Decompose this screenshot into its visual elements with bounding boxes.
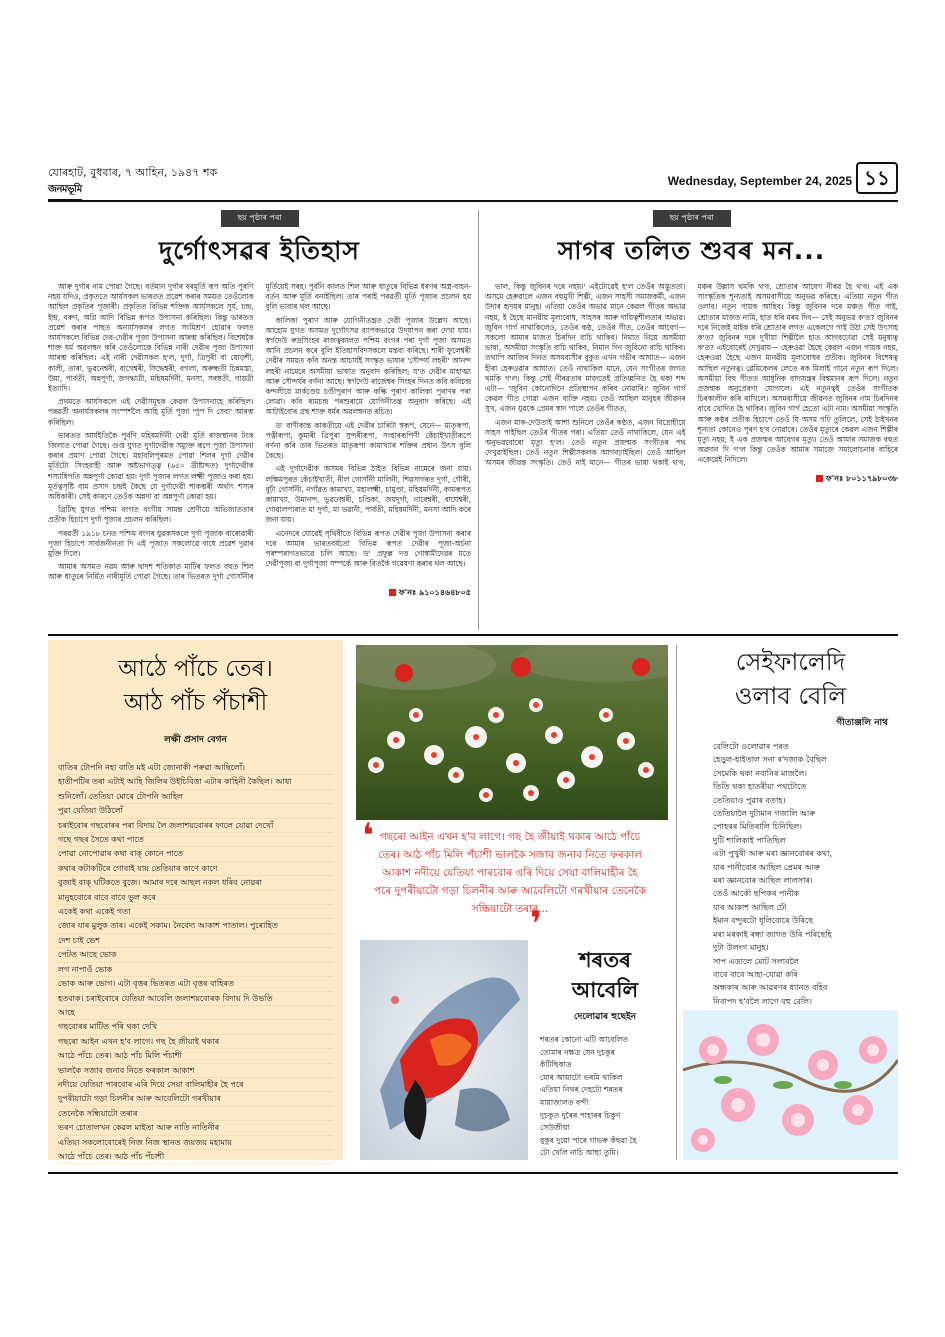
article-paragraph: কালিকা পুৰাণ আৰু যোগিনীতন্ত্ৰত দেৱী পূজাৰ উল্লেখ আছে। আহোম যুগত অসমত দুৰ্গোৎসৱ ব্যাপকভাৱে উদ্‌যাপন কৰা দেখা যায়। স্বৰ্গদেউ ৰুদ্ৰসিংহৰ ৰাজত্বকালত পশ্চিম বংগৰ পৰা দুৰ্গা পূজা অসমত আনি প্ৰচলন কৰে বুলি ইতিহাসবিদসকলে মন্তব্য কৰিছে। শাৰী ফুলেশ্বৰী দেৱীৰ সময়ত কবি অনন্ত আচাৰ্যই সংস্কৃত ভাষাৰ 'সৌন্দৰ্য লহৰী' আনন্দ লহৰী নামেৰে অসমীয়া ভাষাত অনুবাদ কৰিছিল; য'ত দেৱীৰ মাহাত্ম্য আৰু সৌন্দৰ্যৰ বৰ্ণনা আছে। স্বৰ্গদেউ ৰাজেশ্বৰ সিংহৰ দিনত কবি কবিচন্দ্ৰ কন্দলীয়ে মাৰ্কণ্ডেয় চণ্ডীপুৰাণ আৰু কল্কি পুৰাণ কালিকা পুৰাণৰ পৰা লোৱা। কবি ৰামচন্দ্ৰ পৰশুৰামে যোগিনীতন্ত্ৰ অনুবাদ কৰিছে। এই আটাইবোৰ গ্ৰন্থ শাক্ত ধৰ্মৰ অৱলম্বনত ৰচিত। [265,315,471,417]
article-paragraph: ভাল, কিন্তু জুবিনৰ দৰে নহয়।' এইটোৱেই হ'ল তেওঁৰ অদ্ভুততা। অসমে হেৰুৱালে এজন বহুমুখী শিল্পী, এজন সাহসী সমাজকৰ্মী, এজন উদাৰ হৃদয়ৰ মানুহ। এতিয়া তেওঁৰ অভাৱ মানে কেৱল গীতৰ অভাৱ নহয়, ই হৈছে মানৱীয় মূল্যবোধ, সাহসৰ আৰু দায়িত্বশীলতাৰ অভাৱ। জুবিন গাৰ্গ নাথাকিলেও, তেওঁৰ কণ্ঠ, তেওঁৰ গীত, তেওঁৰ আবেগ— সকলো আমাৰ মাজত চিৰদিন বাচি থাকিব। নিমাত নিয়ে অসমীয়া ভাষা, অসমীয়া সংস্কৃতি বাচি থাকিব, নিমান দিন জুবিনো বাচি থাকিব। তথাপি আজিৰ দিনত অসমবাসীৰ বুকুত এখন গভীৰ আঘাত— এজন হীৰা হেৰুওৱাৰ আঘাত। তেওঁ নাথাকিল মানে, যেন সংগীতৰ জগত থমকি গ'ল। কিন্তু সেই নীৰৱতাৰ মাজতেই প্ৰতিধ্বনিত হৈ থকা শব্দ এটা— 'জুবিন কোনোদিনে প্ৰতিস্থাপন কৰিব নোৱাৰি।' জুবিন গাৰ্গ কেৱল গীত গোৱা এজন ব্যক্তি নহয়। তেওঁ আছিল মানুহৰ জীৱনৰ সুখ, এজন যুৱকে প্ৰেমৰ স্বাদ পালে তেওঁৰ গীতত, [485,282,686,414]
column-divider [478,210,479,630]
poem-line: আঠে পাঁচে তেৰ। আঠ পাঁচ পঁচাশী [58,1150,333,1164]
poem-line: তিতি থকা হাতৰীয়া পথটোতে [713,782,807,792]
poem-line: লগ নাপাওঁ ভোক [58,963,333,977]
poem-line: মানুহবোৰে বাবে বাবে ভুল কৰে [58,891,333,905]
poem-title-line-1: শৰতৰ [579,948,631,972]
poem-line: পুৱা যেতিয়া উঠিলোঁ [58,804,333,818]
night-jasmine-image [356,645,668,820]
poem-line: পোৱা নোপোৱাৰ কথা বাক্ কোনে পাতে [58,847,333,861]
poem-line: শৰতৰ কোনো এটি আবেলিত [540,1035,629,1044]
poem-line: হাতীপটিৰ তৰা এটাই আহি জিলিৰ উইচিবিত্তা এটাৰ কাহিনী কৈছিল। আধা [58,775,333,789]
poem-line: যাৰ পানীবোৰ আছিল প্ৰেমৰ আৰু [713,862,820,872]
poem-line: বুজাই বাক্ ঘটিকতে বুজে। আমাৰ দৰে আছল নকল ধৰিব নোৱৰা [58,876,333,890]
poem-line: চৰাইবোৰ গছবোৰৰ পৰা বিদায় লৈ জলাশয়বোৰৰ ফালে যোৱা দেখোঁ [58,819,333,833]
article-paragraph: ভাৰতত আৰ্যইতিকৈ পূৰ্বণি মহিষমৰ্দিনী দেৱী মূৰ্তি ৰাজস্থানৰ টংক জিলাত পোৱা গৈছে। গুপ্ত যুগত দুৰ্গাদেৱীক সম্যুক্ত ৰূপে পূজা উপাসনা কৰাৰ প্ৰমাণ পোৱা গৈছে। মহাবলিপুৰমত পোৱা শিলৰ দুৰ্গা দেৱীৰ মূৰ্তিটো সিংহবাহী আৰু অষ্টভাগত্ত্ব (৬৫০ খ্ৰীষ্টাব্দত) দুৰ্গাদেৱীক শস্যাধিপতি অন্নপূৰ্ণা কোৱা হয়। দুৰ্গা পূজাৰ লগত লক্ষ্মী পূজাও কৰা হয়। মূৰ্তত্বসৃষ্টি বাম প্ৰসাদ চন্দ্ৰই কৈছে যে দুৰ্গাদেৱী শাকম্ভৰী অৰ্থাৎ শস্যৰ অধিকাৰী। সেই কাৰণে তেওঁক অন্নদা বা অন্নপূৰ্ণা কোৱা হয়। [48,430,254,502]
poem-title-line-1: আঠে পাঁচে তেৰ। [118,656,273,682]
article-body [48,282,471,583]
dateline-right: Wednesday, September 24, 2025 [667,174,852,188]
poem-line: সেমেকি থকা নবানিৰ মাজলৈ। [713,768,808,778]
poem-author: দেলোৱাৰ হুছেইন [573,1012,637,1022]
abstract-painting-image [360,940,528,1160]
poem-line: একেই কথা একেই গতা [58,905,333,919]
poem-line: দুপৰীয়াটো গড়া চিলনীৰ আৰু আবেলিটো গৰখীয়াৰ [58,1092,333,1106]
poem-line: টো খেলি নাচি আছা তুমি। [540,1148,619,1158]
author-phone: ফ'নঃ ৯১০১৪৬৪৮০৫ [48,587,471,600]
photo-abstract-painting [360,940,528,1160]
poem-line: মৰা মৰকাই ৰন্ধা জাগত উৰি পৰিছেহি [713,929,832,939]
poem-line: ভালকৈ সজাব জনাব নিতে ফৰকাল আকাশ [58,1064,333,1078]
poem-line: সাপ এডালে মোট সলাবলৈ [713,956,799,966]
poem-line: হতবাক। চৰাইবোৰে যেতিয়া আবেলি জলাশয়বোৰক বিদায় দি উভতি [58,992,333,1006]
article-sagar-talit [485,210,898,630]
continued-kicker: ছয় পৃষ্ঠাৰ পৰা [653,210,731,227]
section-rule [48,634,898,636]
poem-line: বেলিটো ওলোৱাৰ পৰত [713,742,789,751]
photo-night-jasmine [356,645,668,820]
poem-line: এতিয়া সকলোবোৰেই নিজ নিজ স্থানত জয়জয় মহামায় [58,1136,333,1150]
poem-line: পোহৰৰ মিতিৰালি চিনিছিল। [713,822,803,832]
poem-line: তেতিয়াও পুৱাৰ বতাহ। [713,795,786,805]
article-paragraph: ব্ৰিটিছ যুগত পশ্চিম বংগত বংগীয় সামন্ত শ্ৰেণীয়ে অভিজাততাৰ প্ৰতীক হিচাপে দুৰ্গা পূজাৰ প্ৰচলন কৰিছিল। [48,505,254,525]
poem-line: তেতিয়ালৈ দুটামান গজালি আৰু [713,809,816,819]
article-body [485,282,898,469]
poem-line: বাবে বাবে আহা-যোৱা কৰি [713,969,798,979]
poem-line: ভোক আৰু ভোগ। এটা বৃত্তৰ ভিতৰত এটা বৃত্তৰ বাহিৰত [58,977,333,991]
poem-line: তেনেকৈ সন্ধিয়াটো তৰাৰ [58,1107,333,1121]
poem-line: দুটি শালিকাই পাতিছিল [713,835,786,845]
page-header [48,160,898,206]
poem-line: এটা পুখুৰী আৰু মৰা জ্ঞানবোৰৰ কথা, [713,849,832,859]
poem-line: কঁটিছিকাত [540,1060,572,1070]
poem-lines [683,740,898,1008]
poem-line: গছৰো আইন এখন হ'ব লাগে। গছ হৈ জীয়াই থকাৰ [58,1035,333,1049]
poem-line: বুকুৰ দুয়ো পাৰে গাভৰু কঁহুৱা হৈ [540,1135,637,1145]
poem-line: নদীয়ে যেতিয়া পাৰবোৰ এৰি দিয়ে সেয়া বালিমাহীৰ হৈ পৰে [58,1078,333,1092]
pull-quote [360,816,660,944]
pink-blossoms-image [683,1010,898,1160]
pull-quote-text: গছৰো আইন এখন হ'ব লাগে। গছ হৈ জীয়াই থকাৰ আঠে পাঁচে তেৰ। আঠ পাঁচ মিলি পঁচাশী ভালকৈ সজাব জনাব নিতে ফৰকাল আকাশ নদীয়ে যেতিয়া পাৰবোৰ এৰি দিয়ে সেয়া বালিমাহীৰ হৈ পৰে দুপৰীয়াটো গড়া চিলনীৰ আৰু আবেলিটো গৰখীয়াৰ তেনেকৈ সন্ধিয়াটো তৰাৰ... [374,831,646,915]
poem-line: ইমান বন্দুৰটো ধূলিবোৰে উৰিছে [713,916,814,926]
close-quote-icon: ❜ [530,904,542,944]
poem-author: গীতাঞ্জলি নাথ [836,718,888,728]
poem-athe-pache-ter [48,640,343,1160]
article-paragraph: এজন মাক-দেউতাই আশা শুনিলে তেওঁৰ কণ্ঠত, এজন বিদ্ৰোহীয়ে সাহস পাইছিল তেওঁৰ গীতৰ পৰা। এতিয়া তেওঁ নাথাকিলে, যেন এই অনুভৱবোৰো মৃত্যু হ'ল। তেওঁ নতুন প্ৰজন্মক সংগীতৰ পথ দেখুৱাইছিল। তেওঁ নতুন শিল্পীসকলক আগবঢ়াইছিল। তেওঁ আছিল অসমৰ জীৱন্ত সংস্কৃতি। তেওঁ নাই মানে— গীতৰ ভাষা থকাই থ'ব, মঞ্চৰ উল্লাস থমকি থ'ব, শ্ৰোতাৰ আবেগ নীৰৱ হৈ থ'ব। এই এক সাংস্কৃতিক শূন্যতাই অসমবাসীয়ে অনুভৱ কৰিছে। এতিয়া নতুন গীত ওলাব। নতুন গায়ক আহিব। কিন্তু জুবিনৰ দৰে মঞ্চত গীত গাই, শ্ৰোতাৰ মাজত নামি, হাত ধৰি মৰম দিব— সেই অনুভৱ ক'ত? জুবিনৰ দৰে নিজেই মাইক ধৰি শ্ৰোতাৰ লগত একেলগে গাই উঠা সেই উৎসাহ ক'ত? জুবিনৰ দৰে দুখীয়া শিল্পীলৈ হাত আগবঢ়োৱা সেই মনুষ্যত্ব ক'ত? এইবোৰেই দেখুৱায়— হেৰুওৱা হৈছে কেৱল এজন গায়ক নহয়, হেৰুওৱা হৈছে এজন মানৱীয় মূল্যবোধৰ প্ৰতীক। জুবিনৰ বিশেষত্ব আছিল নতুনত্ব। গ্লেমিকেলৰ লেতে ৰক মিলাই গানে নতুন ৰূপ দিলে। অসমীয়া বিহু গীতত আধুনিক বাদ্যযন্ত্ৰৰ বিশ্বমানৰ ৰূপ দিলে। নতুন প্ৰজন্মক অনুপ্ৰেৰণা যোগালে। এই নতুনত্বই তেওঁৰ সংগীতক চিৰকালীন কৰি ৰাখিলে। অসমবাসীয়ে জীৱনত জুবিনৰ নাম চিৰদিনৰ বাবে খোদিত হৈ থাকিব। জুবিন গাৰ্গ হেতো এটা নাম। অসমীয়া সংস্কৃতি আৰু কণ্ঠৰ প্ৰতীক হিচাপে তেওঁ যি অসম গঢ়ি তুলিলে, সেই ঠাইখনৰ শূন্যতা কোনেও পূৰণ হ'ব নোৱাৰে। তেওঁৰ মৃত্যুৰে কেৱল এজন শিল্পীৰ মৃত্যু নহয়; ই এক প্ৰজন্মৰ আবেগৰ মৃত্যু। তেওঁ আমাৰ সমাজক বহুত অৱদান দি গ'ল কিন্তু তেওঁক আমাৰ সমাজে সমালোচনাৰ বাহিৰে একেৱেই নিদিলে। [485,282,898,468]
poem-line: কথাৰ কটাকটিৰে গোবাই যায় তেতিয়াৰ কাণে কাণে [58,862,333,876]
poem-title-line-2: ওলাব বেলি [734,682,847,710]
poem-line: নিবাপদ হ'বলৈ লাগে বহু বেলি। [713,996,812,1006]
continued-kicker: ছয় পৃষ্ঠাৰ পৰা [221,210,299,227]
poem-line: দুটা উলংগ মানুহ। [713,943,769,953]
poem-author: লক্ষী প্ৰসাদ বেগন [164,735,227,745]
poem-saratar-abeli [540,945,670,1160]
dateline-left: যোৰহাট, বুধবাৰ, ৭ আহিন, ১৯৪৭ শক [48,166,218,179]
masthead-logo: জনমভূমি [48,182,82,201]
poem-line: তেওঁ আকৌ ছপিকৰ পানীক [713,889,800,899]
phone-marker-icon [389,589,396,596]
article-paragraph: আমাৰ অসমত নৱম আৰু দ্বাদশ শতিকাত মাটিৰ ফলত বহুত শিল আৰু ধাতুৰে নিৰ্মিত নাৰীমূৰ্তি পোৱা গৈছে। তাৰ ভিতৰত দুৰ্গা গোসাঁনীৰ মূৰ্তিয়েই সৰহ। পূৰ্বনি কালত শিল আৰু ধাতুৰে বিভিন্ন ধৰণৰ অস্ত্ৰ-বাহন-বৰ্তন আৰু মূৰ্তি বনাইছিল। তাৰ পৰাই পৰৱৰ্তী মূৰ্তি পূজাৰ প্ৰচলন হয় বুলি ভাবাৰ থল আছে। [48,282,471,582]
poem-line: গছবোৰৰ মাটিত পৰি থকা দেখি [58,1020,333,1034]
photo-pink-blossoms [683,1010,898,1160]
poem-line: হেড়ুল-হাইতাল সনা ৰ'দজাক বৈছিল [713,755,827,765]
header-rule [48,200,898,202]
poem-line: দুচকুত দুৰৈৰ পাহাৰৰ চিকুণ [540,1110,621,1120]
poem-title-line-1: সেইফালেদি [735,648,846,676]
article-durgotsav [48,210,471,630]
article-paragraph: প্ৰথমতে আৰ্যসকলে এই দেৱীসমূহক কেৱল উপাসনাহে কৰিছিল। পৰৱৰ্তী অনাৰ্যসকলৰ সংস্পৰ্শলৈ আহি মূৰ্তি পূজা 'পুপ দি সেবা' আৰম্ভ কৰিছিল। [48,397,254,427]
poem-seifaledi-olab-beli [683,645,898,1008]
poem-line: তোমাৰ নক্ষত্ৰ যেন দুচকুৰ [540,1047,615,1057]
author-phone: ফ'নঃ ৮০১১৭৯৮০৩৮ [485,473,898,486]
open-quote-icon: ❛ [362,816,374,856]
poem-line: যাৰ আকাশ আছিল ঢৌ [713,902,787,912]
article-paragraph: আৰু দুৰ্গাৰ নাম পোৱা গৈছে। বৰ্তমান দুৰ্গাৰ বৰমূৰ্তি ৰূপ অতি পুৰণি নহয় যদিও, প্ৰকৃততে আৰ্যসকল ভাৰতত প্ৰৱেশ কৰাৰ সময়ত তেওঁলোক আছিল প্ৰকৃতিৰ পূজাৰী। প্ৰকৃতিত বিভিন্ন শক্তিক আৰ্যসকলে সূৰ্য, চন্দ্ৰ, ইন্দ্ৰ, বৰুণ, অগ্নি আদি বিভিন্ন ৰূপত উপাসনা কৰিছিল। কিন্তু ভাৰতত প্ৰৱেশ কৰাৰ পাছত অনাৰ্যসকলৰ লগত সংমিশ্ৰণ হোৱাৰ ফলত আৰ্যসকলে বিভিন্ন দেব-দেৱীৰ পূজা উপাসনা আৰম্ভ কৰিছিল। বিশেষকৈ শাক্ত ধৰ্ম অৱলম্বন কৰি তেওঁলোকে বিভিন্ন নাৰী দেৱীৰ পূজা উপাসনা আৰম্ভ কৰিছিল। এই নাৰী দেৱীসকল হ'ল, দুৰ্গা, ত্ৰিপুৰী বা ষোড়শী, কালী, তাৰা, ভুৱনেশ্বৰী, বাগেশ্বৰী, সিদ্ধেশ্বৰী, বগলা, অৰুন্ধতী চিন্নমস্তা, উমা, পাৰ্বতী, অন্নপূৰ্ণা, জগদ্ধাত্ৰী, মহিষমৰ্দিনী, মনসা, সৰস্বতী, গায়ত্ৰী ইত্যাদি। [48,282,254,394]
poem-line: শুনিলোঁ। তেতিয়া মোৰে টোপনি আহিল [58,790,333,804]
poem-line: মোৰ আয়াটো ভৰমি থাকিল [540,1072,623,1082]
poem-line: জোৰ যাৰ মুলুক তাৰ। একেই সকাম। নৈবেদ্য আকাশ পাতাল। পুৰোহিত [58,919,333,933]
poem-line: এতিয়া নিথৰ দেহটো শৰতৰ [540,1085,623,1095]
footer-rule [48,1172,898,1174]
poem-lines [540,1034,670,1160]
article-paragraph: এনেদৰে যোৱেই পৃথিবীতে বিভিন্ন ৰূপত দেৱীৰ পূজা উপাসনা কৰাৰ দৰে আমাৰ ভাৰতবৰ্ষতো বিভিন্ন ৰূপত দেৱীৰ পূজা-অৰ্চনা পৰম্পৰাগতভাৱে চলি আছে। ড' প্ৰফুল্ল দত্ত গোস্বামীদেৱৰ মতে দেৱীপূজা বা দুৰ্গাপূজা সম্পৰ্কে আৰু বিতৰ্কৈ গৱেষণা কৰাৰ থল আছে। [265,528,471,569]
poem-title-line-2: আবেলি [571,978,639,1002]
poem-line: দেশ চাই ভেশ [58,934,333,948]
poem-line: বাতিৰ টোপনি নহা বাতি মই এটা জোনাকী পৰুৱা আছিলোঁ। [58,761,333,775]
poem-line: ভৰণ চোতালখন কেৱল মাইতা আৰু নাতি নাতিনীৰ [58,1121,333,1135]
poem-line: অন্ধকাৰ আৰু আৱৰণৰ ধ্যানত বহিব [713,983,828,993]
poem-line: আঠে পাঁচে তেৰ। আঠ পাঁচ মিলি পঁচাশী [58,1049,333,1063]
headline: দুৰ্গোৎসৱৰ ইতিহাস [159,236,360,265]
poem-line: পেটত আছে ভোক [58,948,333,962]
poem-line: মৰা জ্ঞানবোৰ আছিল লালসাৰ। [713,876,813,886]
poem-lines [58,761,333,1164]
phone-marker-icon [816,475,823,482]
page-number: ১১ [856,162,898,194]
poem-title-line-2: আঠ পাঁচ পঁচাশী [123,690,268,716]
poem-line: সেউজীয়া [540,1123,570,1133]
poem-line: আহে [58,1006,333,1020]
article-paragraph: পৰৱৰ্তী ১৯১৮ চনত পশ্চিম বংগৰ যুৱকসকলে দুৰ্গা পূজাক বাৰোৱাৰী পূজা হিচাপে সাৰ্বজনীনতা দি এই পূজাত সকলোৱে বাধে প্ৰৱেশ দুৱাৰ মুক্তি দিলে। [48,528,254,559]
article-paragraph: ড' বাণীকান্ত কাকতীয়ে এই দেৱীৰ চাৰিটা স্বৰূপ, যেনে— মাতৃৰূপা, পত্নীৰূপা, কুমাৰী ত্ৰিপুৰা সুন্দৰীৰূপা, সংহাৰৰূপিণী কেঁচাইখাতীৰূপে বৰ্ণনা কৰি তাৰ ভিতৰত মাতৃৰূপা কামাখ্যাৰ শক্তিৰ প্ৰধান উৎস বুলি কৈছে। [265,420,471,461]
column-divider [676,645,677,1160]
poem-line: মায়াজালত বন্দী [540,1097,589,1107]
headline: সাগৰ তলিত শুবৰ মন... [557,236,826,265]
poem-line: গছে গছৰ সৈতে কথা পাতে [58,833,333,847]
article-paragraph: এই দুৰ্গাদেৱীক অসমৰ বিভিন্ন ঠাইত বিভিন্ন নামেৰে জনা যায়। লক্ষিমপুৰত কেঁচাইখাতী, নীল গোসাঁনী মালিনী, শিৱসাগৰত দুৰ্গা, গৌৰী, বুঢ়ী গোসাঁনী, নগাঁৱত কামাখ্যা, মহালক্ষ্মী, চামুণ্ডা, মহিষমৰ্দিনী, কামৰূপত কামাখ্যা, উমানন্দ, ভুৱনেশ্বৰী, চণ্ডিকা, জয়দুৰ্গা, নাৰেশ্বৰী, বাঘেশ্বৰী, গোৱালপাৰাত মা দুৰ্গা, মা ভৱানী, পাৰ্বতী, মহিষমৰ্দিনী, মনসা আদি কৰে জনা যায়। [265,464,471,525]
